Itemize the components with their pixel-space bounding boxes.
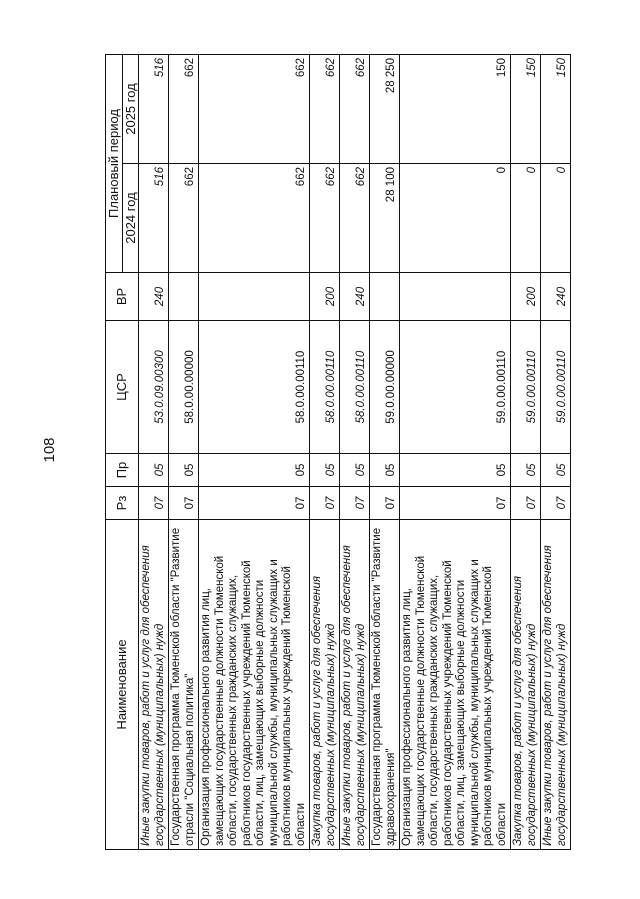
row-2024-cell: 0: [511, 164, 541, 273]
row-2025-cell: 150: [400, 54, 511, 163]
budget-table-sheet: [105, 55, 573, 850]
row-2025-cell: 662: [169, 54, 199, 163]
row-name-cell: Иные закупки товаров, работ и услуг для обеспечения государственных (муниципальных) нужд: [340, 520, 370, 850]
row-rz-cell: 07: [400, 487, 511, 520]
row-name-cell: Организация профессионального развития лиц, замещающих государственные должности Тюменской области, государственных гражданских служащих, работников государственных учреждений Тюменской области, лиц, замещающих выборные должности муниципальной службы, муниципальных служащих и работников муниципальных учреждений Тюменской области: [199, 520, 310, 850]
table-row: [199, 54, 310, 849]
row-pr-cell: 05: [370, 454, 400, 487]
row-rz-cell: 07: [340, 487, 370, 520]
header-vr: ВР: [106, 273, 139, 321]
row-2025-cell: 662: [199, 54, 310, 163]
table-row: [310, 54, 340, 849]
row-csr-cell: 58.0.00.00110: [199, 321, 310, 454]
row-csr-cell: 58.0.00.00000: [169, 321, 199, 454]
row-2024-cell: 662: [310, 164, 340, 273]
row-csr-cell: 58.0.00.00110: [340, 321, 370, 454]
row-2025-cell: 516: [139, 54, 169, 163]
row-rz-cell: 07: [511, 487, 541, 520]
row-pr-cell: 05: [400, 454, 511, 487]
header-year-2025: 2025 год: [122, 54, 139, 163]
table-header: [106, 54, 139, 849]
row-2024-cell: 0: [400, 164, 511, 273]
budget-table: [105, 54, 571, 850]
header-name: Наименование: [106, 520, 139, 850]
row-pr-cell: 05: [511, 454, 541, 487]
row-rz-cell: 07: [169, 487, 199, 520]
table-body: [139, 54, 571, 849]
row-2025-cell: 28 250: [370, 54, 400, 163]
row-rz-cell: 07: [370, 487, 400, 520]
table-row: [370, 54, 400, 849]
header-csr: ЦСР: [106, 321, 139, 454]
row-name-cell: Закупка товаров, работ и услуг для обеспечения государственных (муниципальных) нужд: [310, 520, 340, 850]
header-year-2024: 2024 год: [122, 164, 139, 273]
row-vr-cell: 240: [340, 273, 370, 321]
row-rz-cell: 07: [139, 487, 169, 520]
row-name-cell: Закупка товаров, работ и услуг для обеспечения государственных (муниципальных) нужд: [511, 520, 541, 850]
row-vr-cell: [169, 273, 199, 321]
row-name-cell: Иные закупки товаров, работ и услуг для обеспечения государственных (муниципальных) нужд: [541, 520, 571, 850]
row-vr-cell: [400, 273, 511, 321]
row-name-cell: Иные закупки товаров, работ и услуг для обеспечения государственных (муниципальных) нужд: [139, 520, 169, 850]
row-vr-cell: 200: [511, 273, 541, 321]
row-name-cell: Организация профессионального развития лиц, замещающих государственные должности Тюменской области, государственных гражданских служащих, работников государственных учреждений Тюменской области, лиц, замещающих выборные должности муниципальной службы, муниципальных служащих и работников муниципальных учреждений Тюменской области: [400, 520, 511, 850]
row-csr-cell: 59.0.00.00000: [370, 321, 400, 454]
header-pr: Пр: [106, 454, 139, 487]
table-row: [511, 54, 541, 849]
row-pr-cell: 05: [541, 454, 571, 487]
row-csr-cell: 53.0.09.00300: [139, 321, 169, 454]
row-rz-cell: 07: [310, 487, 340, 520]
row-pr-cell: 05: [340, 454, 370, 487]
row-name-cell: Государственная программа Тюменской области "Развитие отрасли "Социальная политика": [169, 520, 199, 850]
row-2024-cell: 662: [169, 164, 199, 273]
page-number: 108: [41, 437, 58, 463]
row-2024-cell: 662: [199, 164, 310, 273]
row-2025-cell: 662: [340, 54, 370, 163]
table-row: [541, 54, 571, 849]
row-csr-cell: 59.0.00.00110: [541, 321, 571, 454]
row-csr-cell: 58.0.00.00110: [310, 321, 340, 454]
table-row: [400, 54, 511, 849]
row-pr-cell: 05: [169, 454, 199, 487]
row-csr-cell: 59.0.00.00110: [511, 321, 541, 454]
row-rz-cell: 07: [541, 487, 571, 520]
row-2024-cell: 0: [541, 164, 571, 273]
table-row: [169, 54, 199, 849]
row-pr-cell: 05: [310, 454, 340, 487]
row-vr-cell: [199, 273, 310, 321]
row-vr-cell: 240: [541, 273, 571, 321]
row-2024-cell: 516: [139, 164, 169, 273]
row-vr-cell: 240: [139, 273, 169, 321]
table-row: [340, 54, 370, 849]
row-vr-cell: [370, 273, 400, 321]
row-name-cell: Государственная программа Тюменской области "Развитие здравоохранения": [370, 520, 400, 850]
row-csr-cell: 59.0.00.00110: [400, 321, 511, 454]
row-2024-cell: 28 100: [370, 164, 400, 273]
table-row: [139, 54, 169, 849]
row-2025-cell: 150: [541, 54, 571, 163]
row-vr-cell: 200: [310, 273, 340, 321]
header-rz: Рз: [106, 487, 139, 520]
row-2025-cell: 150: [511, 54, 541, 163]
row-2025-cell: 662: [310, 54, 340, 163]
header-planned-period: Плановый период: [106, 54, 123, 272]
row-2024-cell: 662: [340, 164, 370, 273]
row-pr-cell: 05: [199, 454, 310, 487]
row-pr-cell: 05: [139, 454, 169, 487]
row-rz-cell: 07: [199, 487, 310, 520]
